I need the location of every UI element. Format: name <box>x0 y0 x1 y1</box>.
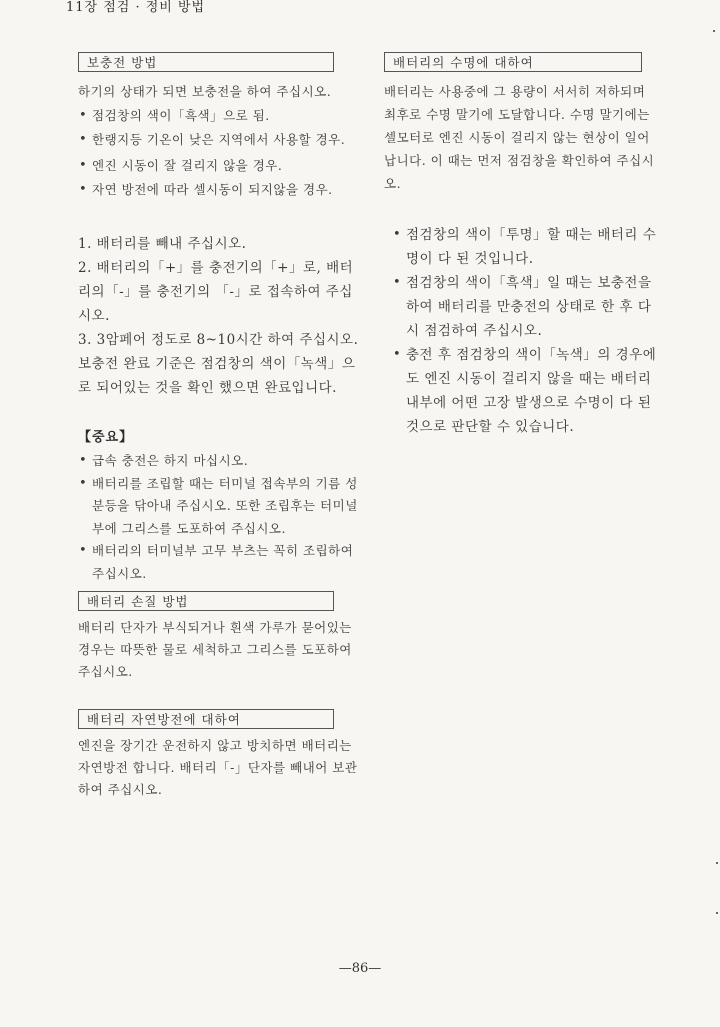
list-item: • 한랭지등 기온이 낮은 지역에서 사용할 경우. <box>78 128 360 152</box>
list-item: • 점검창의 색이「흑색」으로 됨. <box>78 104 360 128</box>
list-item: • 충전 후 점검창의 색이「녹색」의 경우에도 엔진 시동이 걸리지 않을 때는 배터리 내부에 어떤 고장 발생으로 수명이 다 된 것으로 판단할 수 있습니다. <box>392 343 660 439</box>
important-title: 【중요】 <box>78 430 134 445</box>
list-item: • 점검창의 색이「투명」할 때는 배터리 수명이 다 된 것입니다. <box>392 223 660 271</box>
section-heading-battery-lifespan: 배터리의 수명에 대하여 <box>384 52 642 72</box>
charging-intro: 하기의 상태가 되면 보충전을 하여 주십시오. <box>78 84 332 99</box>
section-heading-battery-care: 배터리 손질 방법 <box>78 591 334 611</box>
scan-speck <box>716 912 718 914</box>
section-heading-charging: 보충전 방법 <box>78 52 334 72</box>
section-heading-self-discharge: 배터리 자연방전에 대하여 <box>78 709 334 729</box>
self-discharge-body: 엔진을 장기간 운전하지 않고 방치하면 배터리는 자연방전 합니다. 배터리「-」단자를 빼내어 보관하여 주십시오. <box>78 738 358 797</box>
list-item: 3. 3암페어 정도로 8~10시간 하여 주십시오. 보충전 완료 기준은 점검창의 색이「녹색」으로 되어있는 것을 확인 했으면 완료입니다. <box>78 332 359 396</box>
scan-speck <box>713 30 715 32</box>
charging-conditions-list <box>78 104 360 202</box>
list-item: • 자연 방전에 따라 셀시동이 되지않을 경우. <box>78 178 360 202</box>
list-item: • 점검창의 색이「흑색」일 때는 보충전을 하여 배터리를 만충전의 상태로 한 후 다시 점검하여 주십시오. <box>392 271 660 343</box>
list-item: 2. 배터리의「+」를 충전기의「+」로, 배터리의「-」를 충전기의 「-」로 접속하여 주십시오. <box>78 260 354 324</box>
right-column <box>384 52 660 439</box>
page-number: —86— <box>338 961 382 976</box>
list-item: • 급속 충전은 하지 마십시오. <box>78 450 360 473</box>
battery-lifespan-body: 배터리는 사용중에 그 용량이 서서히 저하되며 최후로 수명 말기에 도달합니다. 수명 말기에는 셀모터로 엔진 시동이 걸리지 않는 현상이 일어납니다. 이 때는 먼저 점검창을 확인하여 주십시오. <box>384 84 655 191</box>
charging-steps-list <box>78 232 360 400</box>
list-item: • 배터리를 조립할 때는 터미널 접속부의 기름 성분등을 닦아내 주십시오. 또한 조립후는 터미널부에 그리스를 도포하여 주십시오. <box>78 473 360 541</box>
left-column <box>78 52 360 801</box>
list-item: • 배터리의 터미널부 고무 부츠는 꼭히 조립하여 주십시오. <box>78 540 360 585</box>
scan-speck <box>716 862 718 864</box>
list-item: 1. 배터리를 빼내 주십시오. <box>78 236 247 252</box>
page-header-chapter-title: 11장 점검 · 정비 방법 <box>66 0 206 15</box>
battery-care-body: 배터리 단자가 부식되거나 흰색 가루가 묻어있는 경우는 따뜻한 물로 세척하고 그리스를 도포하여 주십시오. <box>78 620 352 679</box>
important-list <box>78 450 360 585</box>
battery-lifespan-list <box>384 223 660 439</box>
list-item: • 엔진 시동이 잘 걸리지 않을 경우. <box>78 154 360 178</box>
